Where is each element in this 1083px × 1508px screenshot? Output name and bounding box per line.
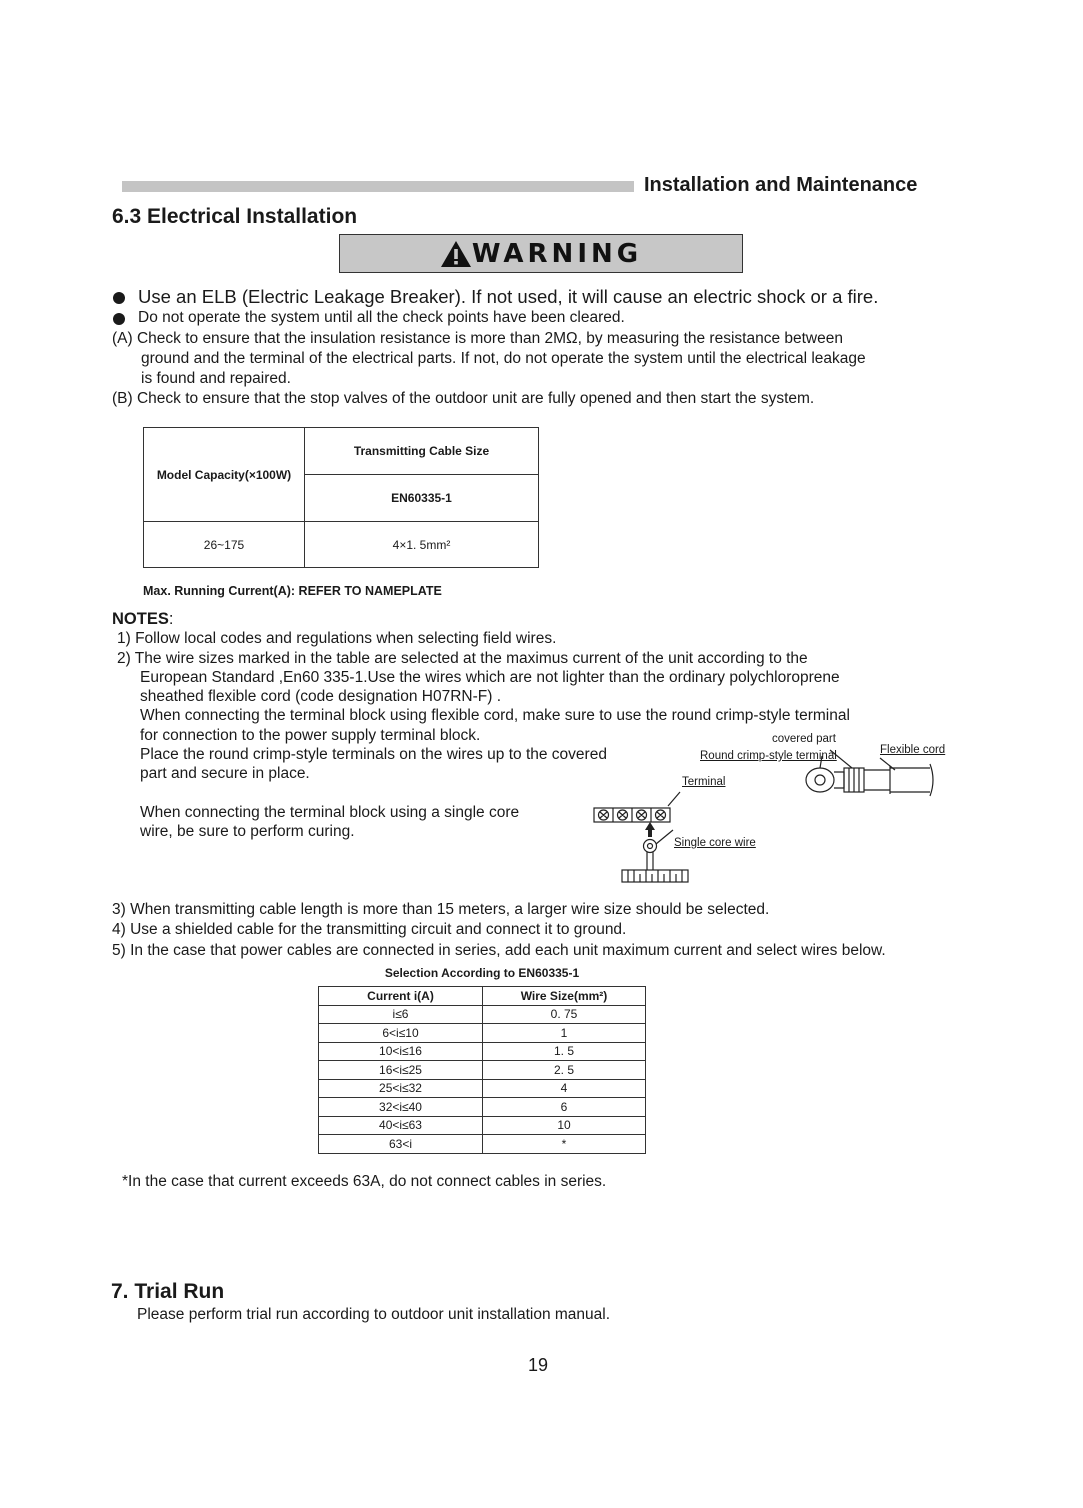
- trial-run-title: 7. Trial Run: [111, 1280, 225, 1303]
- selection-table-title: Selection According to EN60335-1: [384, 966, 580, 980]
- warning-triangle-icon: [440, 240, 472, 268]
- max-current-note: Max. Running Current(A): REFER TO NAMEPLATE: [143, 584, 442, 598]
- label-single-core-wire: Single core wire: [674, 837, 756, 849]
- cell-current: 63<i: [319, 1135, 483, 1154]
- note-2-line-6: Place the round crimp-style terminals on the wires up to the covered: [140, 746, 607, 763]
- series-footnote: *In the case that current exceeds 63A, do not connect cables in series.: [122, 1173, 607, 1190]
- check-b-line: (B) Check to ensure that the stop valves of the outdoor unit are fully opened and then start the system.: [112, 390, 815, 407]
- label-flexible-cord: Flexible cord: [880, 744, 946, 756]
- note-2-line-8: When connecting the terminal block using a single core: [140, 804, 520, 821]
- cable-table-header-size: Transmitting Cable Size: [305, 428, 539, 475]
- cable-table-cell-model: 26~175: [144, 522, 305, 568]
- cable-table-header-model: Model Capacity(×100W): [144, 428, 305, 522]
- cell-current: i≤6: [319, 1005, 483, 1024]
- cell-wire-size: 4: [483, 1079, 646, 1098]
- note-2-line-3: sheathed flexible cord (code designation H07RN-F) .: [140, 688, 501, 705]
- cell-wire-size: 2. 5: [483, 1061, 646, 1080]
- table-row: [319, 1135, 646, 1154]
- label-covered-part: covered part: [772, 733, 836, 745]
- bullet-checkpoints: Do not operate the system until all the check points have been cleared.: [138, 309, 625, 326]
- header-title: Installation and Maintenance: [644, 174, 918, 196]
- note-3: 3) When transmitting cable length is more than 15 meters, a larger wire size should be selected.: [112, 901, 770, 918]
- table-row: [319, 1098, 646, 1117]
- warning-banner: [339, 234, 743, 273]
- cell-current: 25<i≤32: [319, 1079, 483, 1098]
- page-number: 19: [528, 1355, 549, 1375]
- cell-current: 40<i≤63: [319, 1116, 483, 1135]
- cable-table-header-standard: EN60335-1: [305, 475, 539, 522]
- table-row: [319, 1005, 646, 1024]
- cell-wire-size: 0. 75: [483, 1005, 646, 1024]
- cell-wire-size: 1: [483, 1024, 646, 1043]
- note-2-line-7: part and secure in place.: [140, 765, 310, 782]
- trial-run-text: Please perform trial run according to outdoor unit installation manual.: [137, 1306, 611, 1323]
- header-rule: [122, 181, 634, 192]
- note-2-line-9: wire, be sure to perform curing.: [140, 823, 355, 840]
- notes-heading: [112, 610, 173, 629]
- selection-header-wire: Wire Size(mm²): [483, 987, 646, 1006]
- table-row: [319, 1116, 646, 1135]
- cable-size-table: [143, 427, 539, 568]
- cell-current: 10<i≤16: [319, 1042, 483, 1061]
- cable-table-cell-size: 4×1. 5mm²: [305, 522, 539, 568]
- section-title: 6.3 Electrical Installation: [112, 205, 358, 228]
- selection-header-current: Current i(A): [319, 987, 483, 1006]
- note-2-line-2: European Standard ,En60 335-1.Use the wires which are not lighter than the ordinary polychloroprene: [140, 669, 840, 686]
- cell-wire-size: 6: [483, 1098, 646, 1117]
- label-round-crimp-terminal: Round crimp-style terminal: [700, 750, 837, 762]
- cell-wire-size: 1. 5: [483, 1042, 646, 1061]
- table-row: [319, 1079, 646, 1098]
- table-row: [319, 1061, 646, 1080]
- bullet-dot-icon: [113, 291, 125, 309]
- table-row: [319, 1024, 646, 1043]
- notes-colon: :: [168, 610, 174, 628]
- check-a-line-3: is found and repaired.: [141, 370, 291, 387]
- note-1: 1) Follow local codes and regulations when selecting field wires.: [117, 630, 557, 647]
- cell-current: 6<i≤10: [319, 1024, 483, 1043]
- wiring-diagram: [590, 728, 950, 888]
- note-4: 4) Use a shielded cable for the transmitting circuit and connect it to ground.: [112, 921, 627, 938]
- label-terminal: Terminal: [682, 776, 726, 788]
- note-2-line-5: for connection to the power supply terminal block.: [140, 727, 481, 744]
- wire-selection-table: [318, 986, 646, 1154]
- cell-current: 32<i≤40: [319, 1098, 483, 1117]
- notes-title: NOTES: [112, 610, 169, 628]
- cell-wire-size: *: [483, 1135, 646, 1154]
- check-a-line-1: (A) Check to ensure that the insulation resistance is more than 2MΩ, by measuring the resistance between: [112, 330, 843, 347]
- note-2-line-1: 2) The wire sizes marked in the table are selected at the maximus current of the unit according to the: [117, 650, 808, 667]
- check-a-line-2: ground and the terminal of the electrical parts. If not, do not operate the system until the electrical leakage: [141, 350, 866, 367]
- table-row: [319, 1042, 646, 1061]
- bullet-elb: Use an ELB (Electric Leakage Breaker). If not used, it will cause an electric shock or a fire.: [138, 286, 879, 307]
- bullet-dot-icon: [113, 312, 125, 330]
- cell-current: 16<i≤25: [319, 1061, 483, 1080]
- note-2-line-4: When connecting the terminal block using flexible cord, make sure to use the round crimp-style terminal: [140, 707, 850, 724]
- warning-label: WARNING: [471, 238, 643, 269]
- cell-wire-size: 10: [483, 1116, 646, 1135]
- note-5: 5) In the case that power cables are connected in series, add each unit maximum current and select wires below.: [112, 942, 886, 959]
